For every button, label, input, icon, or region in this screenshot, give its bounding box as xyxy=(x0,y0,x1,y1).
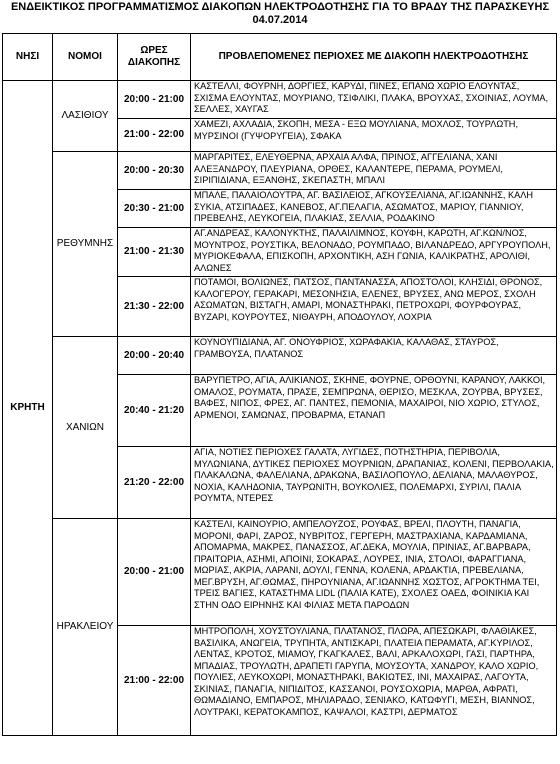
areas-list: ΚΑΣΤΕΛΙ, ΚΑΙΝΟΥΡΙΟ, ΑΜΠΕΛΟΥΖΟΣ, ΡΟΥΦΑΣ, ΒΡΕΛΙ, ΠΛΟΥΤΗ, ΠΑΝΑΓΙΑ, ΜΟΡΟΝΙ, ΦΑΡΙ, ΖΑΡΟΣ, ΝΥΒΡΙΤΟΣ, ΓΕΡΓΕΡΗ, ΜΑΣΤΡΑΧΙΑΝΑ, ΚΑΡΔΑΜΙΑΝΑ, ΑΠΟΜΑΡΜΑ, ΜΑΚΡΕΣ, ΠΑΝΑΣΣΟΣ, ΑΓ.ΔΕΚΑ, ΜΟΥΛΙΑ, ΠΡΙΝΙΑΣ, ΑΓ.ΒΑΡΒΑΡΑ, ΠΡΑΙΤΩΡΙΑ, ΑΣΗΜΙ, ΑΠΟΙΝΙ, ΣΟΚΑΡΑΣ, ΛΟΥΡΕΣ, ΙΝΙΑ, ΣΤΟΛΟΙ, ΦΑΡΑΓΓΙΑΝΑ, ΜΩΡΙΑΣ, ΑΚΡΙΑ, ΛΑΡΑΝΙ, ΔΟΥΛΙ, ΓΕΝΝΑ, ΚΟΛΕΝΑ, ΑΡΔΑΚΤΙΑ, ΠΡΕΒΕΛΙΑΝΑ, ΜΕΓ.ΒΡΥΣΗ, ΑΓ.ΘΩΜΑΣ, ΠΗΡΟΥΝΙΑΝΑ, ΑΓ.ΙΩΑΝΝΗΣ ΧΩΣΤΟΣ, ΑΓΡΟΚΤΗΜΑ ΤΕΙ, ΤΡΕΙΣ ΒΑΓΙΕΣ, ΚΑΤΑΣΤΗΜΑ LIDL (ΠΑΛΙΑ ΚΑΤΕ), ΣΧΟΛΕΣ ΟΑΕΔ, ΦΟΙΝΙΚΙΑ ΚΑΙ ΣΤΗΝ ΟΔΟ ΕΙΡΗΝΗΣ ΚΑΙ ΦΙΛΙΑΣ ΜΕΤΑ ΠΑΡΟΔΩΝ xyxy=(191,519,557,626)
time-slot: 20:00 - 20:30 xyxy=(118,152,191,190)
header-hours: ΩΡΕΣ ΔΙΑΚΟΠΗΣ xyxy=(118,34,191,81)
table-row xyxy=(3,81,557,119)
header-prefecture: ΝΟΜΟΙ xyxy=(53,34,118,81)
areas-list: ΚΟΥΝΟΥΠΙΔΙΑΝΑ, ΑΓ. ΟΝΟΥΦΡΙΟΣ, ΧΩΡΑΦΑΚΙΑ, ΚΑΛΑΘΑΣ, ΣΤΑΥΡΟΣ, ΓΡΑΜΒΟΥΣΑ, ΠΛΑΤΑΝΟΣ xyxy=(191,337,557,375)
prefecture-rethymno: ΡΕΘΥΜΝΗΣ xyxy=(53,152,118,337)
time-slot: 21:20 - 22:00 xyxy=(118,447,191,519)
time-slot: 20:00 - 20:40 xyxy=(118,337,191,375)
prefecture-lasithi: ΛΑΣΙΘΙΟΥ xyxy=(53,81,118,152)
header-areas: ΠΡΟΒΛΕΠΟΜΕΝΕΣ ΠΕΡΙΟΧΕΣ ΜΕ ΔΙΑΚΟΠΗ ΗΛΕΚΤΡΟΔΟΤΗΣΗΣ xyxy=(191,34,557,81)
areas-list: ΜΗΤΡΟΠΟΛΗ, ΧΟΥΣΤΟΥΛΙΑΝΑ, ΠΛΑΤΑΝΟΣ, ΠΛΩΡΑ, ΑΠΕΣΩΚΑΡΙ, ΦΛΑΘΙΑΚΕΣ, ΒΑΣΙΛΙΚΑ, ΑΝΩΓΕΙΑ, ΤΡΥΠΗΤΑ, ΑΝΤΙΣΚΑΡΙ, ΠΛΑΤΕΙΑ ΠΕΡΑΜΑΤΑ, ΑΓ.ΚΥΡΙΛΟΣ, ΛΕΝΤΑΣ, ΚΡΟΤΟΣ, ΜΙΑΜΟΥ, ΓΚΑΓΚΑΛΕΣ, ΒΑΛΙ, ΑΡΚΑΛΟΧΩΡΙ, ΓΑΣΙ, ΠΑΡΤΗΡΑ, ΜΠΑΔΙΑΣ, ΤΡΟΥΛΩΤΗ, ΔΡΑΠΕΤΙ ΓΑΡΥΠΑ, ΜΟΥΣΟΥΤΑ, ΧΑΝΔΡΟΥ, ΚΑΛΟ ΧΩΡΙΟ, ΠΟΥΛΙΕΣ, ΛΕΥΚΟΧΩΡΙ, ΜΟΝΑΣΤΗΡΑΚΙ, ΒΑΚΙΩΤΕΣ, ΙΝΙ, ΜΑΧΑΙΡΑΣ, ΛΑΓΟΥΤΑ, ΣΚΙΝΙΑΣ, ΠΑΝΑΓΙΑ, ΝΙΠΙΔΙΤΟΣ, ΚΑΣΣΑΝΟΙ, ΡΟΥΣΟΧΩΡΙΑ, ΜΑΡΘΑ, ΑΦΡΑΤΙ, ΘΩΜΑΔΙΑΝΟ, ΕΜΠΑΡΟΣ, ΜΗΛΙΑΡΑΔΟ, ΣΕΝΙΑΚΟ, ΚΑΤΩΦΥΓΙ, ΜΕΣΗ, ΒΙΑΝΝΟΣ, ΛΟΥΤΡΑΚΙ, ΚΕΡΑΤΟΚΑΜΠΟΣ, ΚΑΨΑΛΟΙ, ΚΑΣΤΡΙ, ΔΕΡΜΑΤΟΣ xyxy=(191,626,557,736)
prefecture-heraklion: ΗΡΑΚΛΕΙΟΥ xyxy=(53,519,118,736)
time-slot: 20:00 - 21:00 xyxy=(118,81,191,119)
table-row xyxy=(3,152,557,190)
table-header-row xyxy=(3,34,557,81)
document-date: 04.07.2014 xyxy=(252,14,308,26)
areas-list: ΧΑΜΕΖΙ, ΑΧΛΑΔΙΑ, ΣΚΟΠΗ, ΜΕΣΑ - ΕΞΩ ΜΟΥΛΙΑΝΑ, ΜΟΧΛΟΣ, ΤΟΥΡΛΩΤΗ, ΜΥΡΣΙΝΟΙ (ΓΥΨΟΡΥΓΕΙΑ), ΣΦΑΚΑ xyxy=(191,119,557,152)
areas-list: ΚΑΣΤΕΛΛΙ, ΦΟΥΡΝΗ, ΔΟΡΓΙΕΣ, ΚΑΡΥΔΙ, ΠΙΝΕΣ, ΕΠΑΝΩ ΧΩΡΙΟ ΕΛΟΥΝΤΑΣ, ΣΧΙΣΜΑ ΕΛΟΥΝΤΑΣ, ΜΟΥΡΙΑΝΟ, ΤΣΙΦΛΙΚΙ, ΠΛΑΚΑ, ΒΡΟΥΧΑΣ, ΣΧΟΙΝΙΑΣ, ΛΟΥΜΑ, ΣΕΛΛΕΣ, ΧΑΥΓΑΣ xyxy=(191,81,557,119)
time-slot: 20:30 - 21:00 xyxy=(118,190,191,228)
island-cell: ΚΡΗΤΗ xyxy=(3,81,53,736)
areas-list: ΒΑΡΥΠΕΤΡΟ, ΑΓΙΑ, ΑΛΙΚΙΑΝΟΣ, ΣΚΗΝΕ, ΦΟΥΡΝΕ, ΟΡΘΟΥΝΙ, ΚΑΡΑΝΟΥ, ΛΑΚΚΟΙ, ΟΜΑΛΟΣ, ΡΟΥΜΑΤΑ, ΠΡΑΣΕ, ΣΕΜΠΡΩΝΑ, ΘΕΡΙΣΟ, ΜΕΣΚΛΑ, ΖΟΥΡΒΑ, ΒΡΥΣΕΣ, ΒΑΦΕΣ, ΝΙΠΟΣ, ΦΡΕΣ, ΑΓ. ΠΑΝΤΕΣ, ΠΕΜΟΝΙΑ, ΜΑΧΑΙΡΟΙ, ΝΙΟ ΧΩΡΙΟ, ΣΤΥΛΟΣ, ΑΡΜΕΝΟΙ, ΣΑΜΩΝΑΣ, ΠΡΟΒΑΡΜΑ, ΕΤΑΝΑΠ xyxy=(191,375,557,447)
document-title: ΕΝΔΕΙΚΤΙΚΟΣ ΠΡΟΓΡΑΜΜΑΤΙΣΜΟΣ ΔΙΑΚΟΠΩΝ ΗΛΕΚΤΡΟΔΟΤΗΣΗΣ ΓΙΑ ΤΟ ΒΡΑΔΥ ΤΗΣ ΠΑΡΑΣΚΕΥΗΣ xyxy=(10,1,550,13)
areas-list: ΜΠΑΛΕ, ΠΑΛΑΙΟΛΟΥΤΡΑ, ΑΓ. ΒΑΣΙΛΕΙΟΣ, ΑΓΚΟΥΣΕΛΙΑΝΑ, ΑΓ.ΙΩΑΝΝΗΣ, ΚΑΛΗ ΣΥΚΙΑ, ΑΤΣΙΠΑΔΕΣ, ΚΑΝΕΒΟΣ, ΑΓ.ΠΕΛΑΓΙΑ, ΑΣΩΜΑΤΟΣ, ΜΑΡΙΟΥ, ΓΙΑΝΝΙΟΥ, ΠΡΕΒΕΛΗΣ, ΛΕΥΚΟΓΕΙΑ, ΠΛΑΚΙΑΣ, ΣΕΛΛΙΑ, ΡΟΔΑΚΙΝΟ xyxy=(191,190,557,228)
areas-list: ΠΟΤΑΜΟΙ, ΒΟΛΙΩΝΕΣ, ΠΑΤΣΟΣ, ΠΑΝΤΑΝΑΣΣΑ, ΑΠΟΣΤΟΛΟΙ, ΚΛΗΣΙΔΙ, ΘΡΟΝΟΣ, ΚΑΛΟΓΕΡΟΥ, ΓΕΡΑΚΑΡΙ, ΜΕΣΟΝΗΣΙΑ, ΕΛΕΝΕΣ, ΒΡΥΣΕΣ, ΑΝΩ ΜΕΡΟΣ, ΣΧΟΛΗ ΑΣΩΜΑΤΩΝ, ΒΙΣΤΑΓΗ, ΑΜΑΡΙ, ΜΟΝΑΣΤΗΡΑΚΙ, ΠΕΤΡΟΧΩΡΙ, ΦΟΥΡΦΟΥΡΑΣ, ΒΥΖΑΡΙ, ΚΟΥΡΟΥΤΕΣ, ΝΙΘΑΥΡΗ, ΑΠΟΔΟΥΛΟΥ, ΛΟΧΡΙΑ xyxy=(191,277,557,337)
time-slot: 21:00 - 21:30 xyxy=(118,228,191,277)
prefecture-chania: ΧΑΝΙΩΝ xyxy=(53,337,118,519)
table-row xyxy=(3,337,557,375)
time-slot: 20:00 - 21:00 xyxy=(118,519,191,626)
header-island: ΝΗΣΙ xyxy=(3,34,53,81)
areas-list: ΑΓ.ΑΝΔΡΕΑΣ, ΚΑΛΟΝΥΚΤΗΣ, ΠΑΛΑΙΛΙΜΝΟΣ, ΚΟΥΦΗ, ΚΑΡΩΤΗ, ΑΓ.ΚΩΝ/ΝΟΣ, ΜΟΥΝΤΡΟΣ, ΡΟΥΣΤΙΚΑ, ΒΕΛΟΝΑΔΟ, ΡΟΥΜΠΑΔΟ, ΒΙΛΑΝΔΡΕΔΟ, ΑΡΓΥΡΟΥΠΟΛΗ, ΜΥΡΙΟΚΕΦΑΛΑ, ΕΠΙΣΚΟΠΗ, ΑΡΧΟΝΤΙΚΗ, ΑΣΗ ΓΩΝΙΑ, ΚΑΛΙΚΡΑΤΗΣ, ΑΡΟΛΙΘΙ, ΑΛΩΝΕΣ xyxy=(191,228,557,277)
areas-list: ΜΑΡΓΑΡΙΤΕΣ, ΕΛΕΥΘΕΡΝΑ, ΑΡΧΑΙΑ ΑΛΦΑ, ΠΡΙΝΟΣ, ΑΓΓΕΛΙΑΝΑ, ΧΑΝΙ ΑΛΕΞΑΝΔΡΟΥ, ΠΛΕΥΡΙΑΝΑ, ΟΡΘΕΣ, ΚΑΛΑΝΤΕΡΕ, ΠΕΡΑΜΑ, ΡΟΥΜΕΛΙ, ΣΙΡΙΠΙΔΙΑΝΑ, ΕΞΑΝΘΗΣ, ΣΚΕΠΑΣΤΗ, ΜΠΑΛΙ xyxy=(191,152,557,190)
time-slot: 21:30 - 22:00 xyxy=(118,277,191,337)
table-row xyxy=(3,519,557,626)
areas-list: ΑΓΙΑ, ΝΟΤΙΕΣ ΠΕΡΙΟΧΕΣ ΓΑΛΑΤΑ, ΛΥΓΙΔΕΣ, ΠΟΤΗΣΤΗΡΙΑ, ΠΕΡΙΒΟΛΙΑ, ΜΥΛΩΝΙΑΝΑ, ΔΥΤΙΚΕΣ ΠΕΡΙΟΧΕΣ ΜΟΥΡΝΙΩΝ, ΔΡΑΠΑΝΙΑΣ, ΚΟΛΕΝΙ, ΠΕΡΒΟΛΑΚΙΑ, ΠΛΑΚΑΛΩΝΑ, ΦΑΛΕΛΙΑΝΑ, ΔΡΑΚΩΝΑ, ΒΑΣΙΛΟΠΟΥΛΟ, ΔΕΛΙΑΝΑ, ΜΑΛΑΘΥΡΟΣ, ΝΟΧΙΑ, ΚΑΛΗΔΟΝΙΑ, ΤΑΥΡΩΝΙΤΗ, ΒΟΥΚΟΛΙΕΣ, ΠΟΛΕΜΑΡΧΙ, ΣΥΡΙΛΙ, ΠΑΛΙΑ ΡΟΥΜΤΑ, ΝΤΕΡΕΣ xyxy=(191,447,557,519)
time-slot: 21:00 - 22:00 xyxy=(118,119,191,152)
time-slot: 20:40 - 21:20 xyxy=(118,375,191,447)
outage-schedule-table xyxy=(2,33,557,736)
time-slot: 21:00 - 22:00 xyxy=(118,626,191,736)
